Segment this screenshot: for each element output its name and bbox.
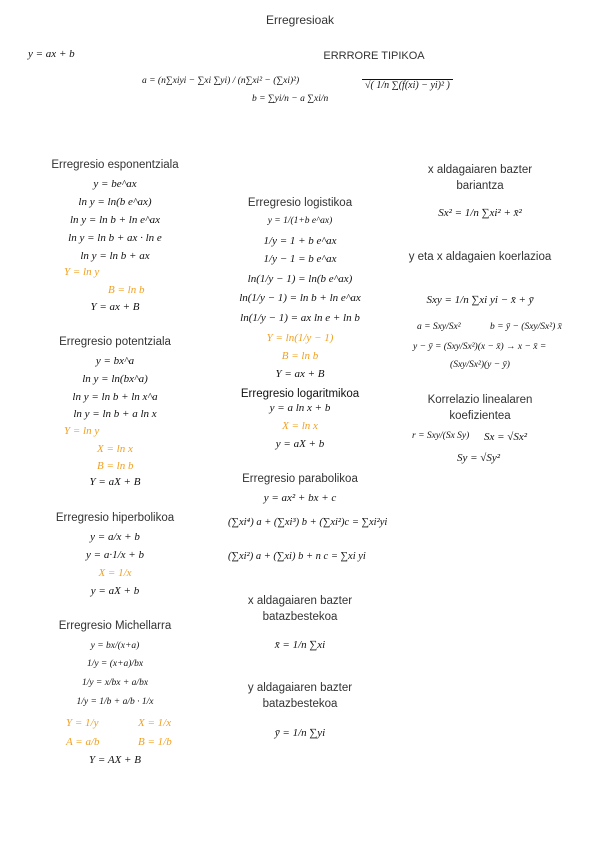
logistic-line: ln(1/y − 1) = ln b + ln e^ax <box>239 292 361 304</box>
exponential-substitution: Y = ln y <box>64 266 100 278</box>
parabolic-line: y = ax² + bx + c <box>263 492 337 504</box>
exponential-substitution: B = ln b <box>108 284 145 296</box>
hyperbolic-line: y = a/x + b <box>90 531 140 543</box>
logistic-substitution: B = ln b <box>281 350 319 362</box>
covariance-title: y eta x aldagaien koerlazioa <box>408 251 552 263</box>
logistic-substitution: Y = ln(1/y − 1) <box>266 332 334 344</box>
parabolic-line: (∑xi⁴) a + (∑xi³) b + (∑xi²)c = ∑xi²yi <box>228 517 388 528</box>
exponential-line: y = be^ax <box>93 178 137 190</box>
michellar-substitution: A = a/b <box>66 736 100 748</box>
hyperbolic-result: y = aX + b <box>90 585 140 597</box>
exponential-line: ln y = ln b + ax <box>80 250 150 262</box>
logarithmic-substitution: X = ln x <box>282 420 318 432</box>
a-formula: a = (n∑xiyi − ∑xi ∑yi) / (n∑xi² − (∑xi)²) <box>142 76 300 86</box>
covariance-a: a = Sxy/Sx² <box>417 322 461 332</box>
covariance-line: (Sxy/Sx²)(y − ȳ) <box>450 360 510 370</box>
page-title: Erregresioak <box>265 13 335 27</box>
logarithmic-title: Erregresio logaritmikoa <box>240 388 360 400</box>
logistic-line: y = 1/(1+b e^ax) <box>267 216 333 226</box>
logistic-title: Erregresio logistikoa <box>247 197 353 209</box>
michellar-substitution: Y = 1/y <box>66 717 99 729</box>
exponential-line: ln y = ln b + ax · ln e <box>68 232 162 244</box>
parabolic-title: Erregresio parabolikoa <box>242 473 358 485</box>
power-line: ln y = ln b + ln x^a <box>72 391 158 403</box>
logistic-line: ln(1/y − 1) = ln(b e^ax) <box>247 273 353 285</box>
exponential-line: ln y = ln(b e^ax) <box>78 196 152 208</box>
power-line: ln y = ln b + a ln x <box>73 408 157 420</box>
michellar-substitution: B = 1/b <box>138 736 172 748</box>
power-result: Y = aX + B <box>89 476 141 488</box>
mean-y-title: y aldagaiaren bazter batazbestekoa <box>247 682 353 710</box>
error-formula: √( 1/n ∑(f(xi) − yi)² ) <box>362 80 453 91</box>
linear-model: y = ax + b <box>28 48 75 60</box>
parabolic-line: (∑xi²) a + (∑xi) b + n c = ∑xi yi <box>228 551 366 562</box>
exponential-title: Erregresio esponentziala <box>51 159 179 171</box>
error-title: ERRRORE TIPIKOA <box>323 50 425 62</box>
exponential-line: ln y = ln b + ln e^ax <box>69 214 161 226</box>
exponential-result: Y = ax + B <box>90 301 140 313</box>
michellar-line: 1/y = x/bx + a/bx <box>81 678 149 688</box>
hyperbolic-line: y = a·1/x + b <box>86 549 144 561</box>
hyperbolic-substitution: X = 1/x <box>98 567 132 579</box>
logarithmic-line: y = a ln x + b <box>269 402 331 414</box>
power-line: y = bx^a <box>95 355 135 367</box>
mean-x-title: x aldagaiaren bazter batazbestekoa <box>247 595 353 623</box>
logistic-line: ln(1/y − 1) = ax ln e + ln b <box>240 312 360 324</box>
logistic-line: 1/y − 1 = b e^ax <box>263 253 337 265</box>
logistic-line: 1/y = 1 + b e^ax <box>263 235 337 247</box>
michellar-title: Erregresio Michellarra <box>58 620 172 632</box>
variance-x-formula: Sx² = 1/n ∑xi² + x̄² <box>438 207 522 219</box>
michellar-substitution: X = 1/x <box>138 717 172 729</box>
logistic-result: Y = ax + B <box>275 368 325 380</box>
power-substitution: Y = ln y <box>64 425 100 437</box>
hyperbolic-title: Erregresio hiperbolikoa <box>55 512 175 524</box>
correlation-r: r = Sxy/(Sx Sy) <box>412 431 470 441</box>
covariance-formula: Sxy = 1/n ∑xi yi − x̄ + ȳ <box>426 294 534 306</box>
covariance-b: b = ȳ − (Sxy/Sx²) x̄ <box>490 322 562 332</box>
mean-y-formula: ȳ = 1/n ∑yi <box>274 727 326 739</box>
mean-x-formula: x̄ = 1/n ∑xi <box>274 639 326 651</box>
power-title: Erregresio potentziala <box>59 336 171 348</box>
michellar-result: Y = AX + B <box>89 754 141 766</box>
michellar-line: 1/y = (x+a)/bx <box>86 659 144 669</box>
correlation-title: Korrelazio linealaren koefizientea <box>427 394 533 422</box>
logarithmic-result: y = aX + b <box>275 438 325 450</box>
variance-x-title: x aldagaiaren bazter bariantza <box>427 164 533 192</box>
power-substitution: B = ln b <box>97 460 134 472</box>
covariance-line: y − ȳ = (Sxy/Sx²)(x − x̄) → x − x̄ = <box>413 342 547 352</box>
power-line: ln y = ln(bx^a) <box>82 373 148 385</box>
correlation-sy: Sy = √Sy² <box>457 452 501 464</box>
power-substitution: X = ln x <box>97 443 133 455</box>
michellar-line: y = bx/(x+a) <box>90 641 140 651</box>
b-formula: b = ∑yi/n − a ∑xi/n <box>252 94 329 104</box>
michellar-line: 1/y = 1/b + a/b · 1/x <box>76 697 154 707</box>
correlation-sx: Sx = √Sx² <box>484 431 528 443</box>
